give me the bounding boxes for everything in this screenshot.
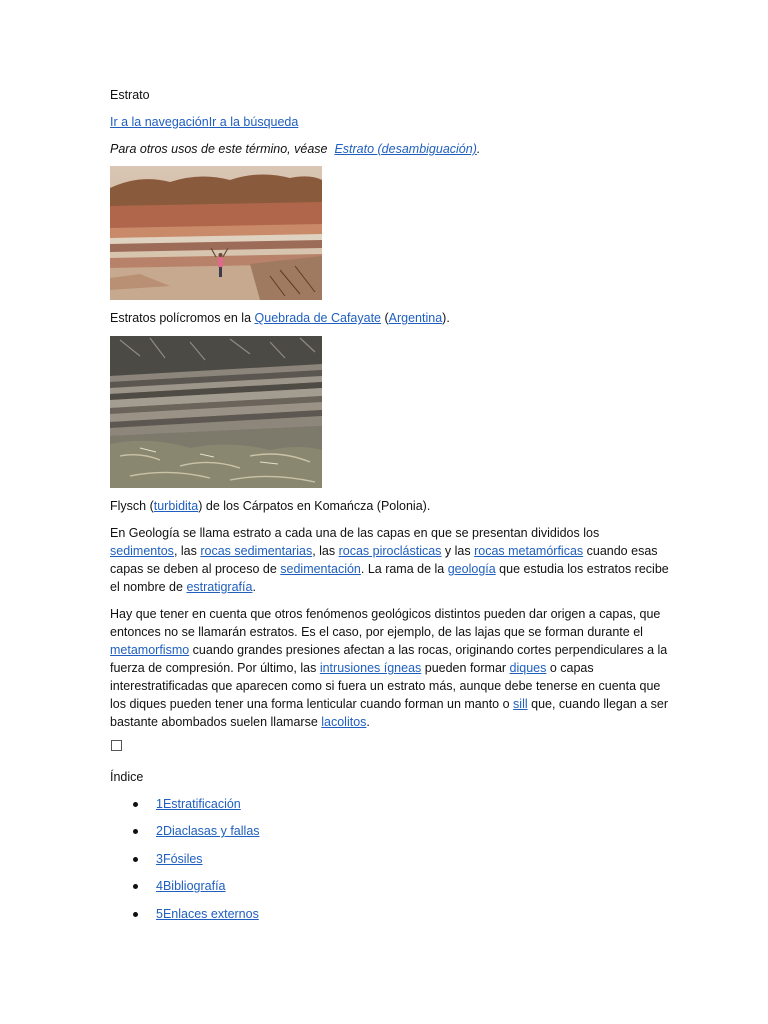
estratigrafia-link[interactable]: estratigrafía [186,580,253,594]
bullet-icon [133,884,138,889]
intro-paragraph [110,524,670,596]
quebrada-de-cafayate-link[interactable]: Quebrada de Cafayate [254,311,381,325]
caption-text: ) de los Cárpatos en Komańcza (Polonia). [198,499,431,513]
paragraph-text: . La rama de la [360,562,448,576]
toc-link-estratificacion[interactable]: 1Estratificación [156,797,241,811]
paragraph-text: . [252,580,256,594]
paragraph-text: que, cuando llegan a ser bastante abombados suelen llamarse [110,697,669,729]
argentina-link[interactable]: Argentina [388,311,443,325]
intrusiones-igneas-link[interactable]: intrusiones ígneas [319,661,422,675]
skip-links [110,113,670,131]
caption-text: Flysch ( [110,499,154,513]
lacolitos-link[interactable]: lacolitos [321,715,367,729]
go-to-search-link[interactable]: Ir a la búsqueda [208,115,299,129]
article [110,86,670,932]
paragraph-text: pueden formar [421,661,510,675]
toc-link-bibliografia[interactable]: 4Bibliografía [156,879,226,894]
strata-photo-cafayate[interactable] [110,166,322,300]
geologia-link[interactable]: geología [447,562,496,576]
bullet-icon [133,857,138,862]
paragraph-text: cuando esas capas se deben al proceso de [110,544,658,576]
toc-link-diaclasas-y-fallas[interactable]: 2Diaclasas y fallas [156,824,260,839]
figure2-caption [110,497,670,515]
turbidita-link[interactable]: turbidita [153,499,199,513]
paragraph-text: En Geología se llama estrato a cada una de las capas en que se presentan divididos los [110,526,600,540]
caption-text: Estratos polícromos en la [110,311,255,325]
paragraph-text: , las [312,544,339,558]
caption-text: ). [442,311,450,325]
diques-link[interactable]: diques [509,661,547,675]
paragraph-text: Hay que tener en cuenta que otros fenómenos geológicos distintos pueden dar origen a capas, que entonces no se llamarán estratos. Es el caso, por ejemplo, de las lajas que se forman durante el [110,607,661,639]
rocas-metamorficas-link[interactable]: rocas metamórficas [474,544,584,558]
toc-link-fosiles[interactable]: 3Fósiles [156,851,203,866]
metamorfismo-link[interactable]: metamorfismo [110,643,190,657]
toc-toggle-checkbox[interactable] [111,740,122,751]
figure1-caption [110,309,670,327]
flysch-photo-komancza[interactable] [110,336,322,488]
sedimentacion-link[interactable]: sedimentación [280,562,361,576]
paragraph-text: y las [441,544,475,558]
bullet-icon [133,829,138,834]
go-to-navigation-link[interactable]: Ir a la navegación [110,115,209,129]
toc-item [110,795,670,813]
sill-link[interactable]: sill [513,697,528,711]
paragraph-text: , las [173,544,201,558]
bullet-icon [133,802,138,807]
toc-list [110,795,670,923]
toc-item [110,850,670,868]
toc-link-enlaces-externos[interactable]: 5Enlaces externos [156,906,259,921]
caption-text: ( [381,311,389,325]
second-paragraph [110,605,670,731]
bullet-icon [133,912,138,917]
hatnote-suffix: . [476,142,481,156]
hatnote [110,140,670,158]
hatnote-text: Para otros usos de este término, véase [110,142,328,156]
paragraph-text: . [366,715,370,729]
page-title: Estrato [110,88,150,102]
paragraph-text: cuando grandes presiones afectan a las rocas, originando cortes perpendiculares a la fuerza de compresión. Por último, las [110,643,668,675]
toc-item [110,877,670,895]
toc-item [110,905,670,923]
paragraph-text: que estudia los estratos recibe el nombre de [110,562,669,594]
paragraph-text: o capas interestratificadas que aparecen como si fuera un estrato más, aunque debe tenerse en cuenta que los diques pueden tener una forma lenticular cuando forman un manto o [110,661,661,711]
disambiguation-link[interactable]: Estrato (desambiguación) [334,142,477,156]
sedimentos-link[interactable]: sedimentos [110,544,174,558]
rocas-piroclasticas-link[interactable]: rocas piroclásticas [338,544,442,558]
rocas-sedimentarias-link[interactable]: rocas sedimentarias [200,544,313,558]
toc-title: Índice [110,770,144,784]
toc-item [110,822,670,840]
